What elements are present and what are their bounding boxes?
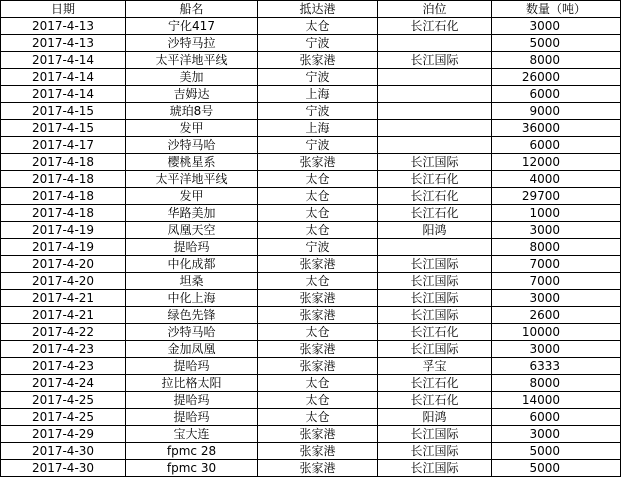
table-row (1, 205, 621, 222)
cell-berth: 长江国际 (378, 307, 492, 324)
cell-date: 2017-4-20 (1, 273, 126, 290)
cell-arrival-port: 张家港 (258, 443, 378, 460)
table-row (1, 460, 621, 477)
cell-quantity: 36000 (492, 120, 621, 137)
table-row (1, 409, 621, 426)
cell-berth: 长江国际 (378, 256, 492, 273)
cell-ship-name: 提哈玛 (126, 409, 258, 426)
cell-berth: 阳鸿 (378, 409, 492, 426)
cell-arrival-port: 宁波 (258, 137, 378, 154)
cell-ship-name: 樱桃星系 (126, 154, 258, 171)
table-row (1, 239, 621, 256)
cell-ship-name: 绿色先锋 (126, 307, 258, 324)
cell-ship-name: 沙特马哈 (126, 324, 258, 341)
table-row (1, 426, 621, 443)
cell-arrival-port: 宁波 (258, 239, 378, 256)
cell-arrival-port: 张家港 (258, 307, 378, 324)
cell-arrival-port: 张家港 (258, 426, 378, 443)
cell-ship-name: fpmc 30 (126, 460, 258, 477)
cell-ship-name: 提哈玛 (126, 392, 258, 409)
cell-arrival-port: 太仓 (258, 273, 378, 290)
cell-date: 2017-4-15 (1, 120, 126, 137)
cell-date: 2017-4-25 (1, 392, 126, 409)
table-row (1, 154, 621, 171)
table-row (1, 375, 621, 392)
cell-arrival-port: 太仓 (258, 324, 378, 341)
cell-ship-name: 金加凤凰 (126, 341, 258, 358)
cell-date: 2017-4-15 (1, 103, 126, 120)
cell-ship-name: 发甲 (126, 120, 258, 137)
cell-berth: 长江石化 (378, 324, 492, 341)
table-row (1, 35, 621, 52)
cell-berth: 孚宝 (378, 358, 492, 375)
cell-berth: 长江国际 (378, 154, 492, 171)
cell-quantity: 6000 (492, 409, 621, 426)
table-row (1, 290, 621, 307)
cell-arrival-port: 上海 (258, 86, 378, 103)
cell-date: 2017-4-23 (1, 341, 126, 358)
cell-ship-name: 沙特马拉 (126, 35, 258, 52)
cell-date: 2017-4-17 (1, 137, 126, 154)
cell-quantity: 8000 (492, 239, 621, 256)
cell-arrival-port: 张家港 (258, 256, 378, 273)
cell-arrival-port: 上海 (258, 120, 378, 137)
header-ship-name: 船名 (126, 1, 258, 18)
cell-quantity: 4000 (492, 171, 621, 188)
cell-arrival-port: 太仓 (258, 409, 378, 426)
cell-quantity: 3000 (492, 341, 621, 358)
cell-quantity: 26000 (492, 69, 621, 86)
cell-date: 2017-4-13 (1, 18, 126, 35)
cell-berth: 长江国际 (378, 52, 492, 69)
cell-date: 2017-4-21 (1, 307, 126, 324)
cell-date: 2017-4-18 (1, 171, 126, 188)
table-row (1, 392, 621, 409)
header-row (1, 1, 621, 18)
header-date: 日期 (1, 1, 126, 18)
cell-berth: 长江石化 (378, 171, 492, 188)
cell-berth: 长江国际 (378, 443, 492, 460)
cell-ship-name: 吉姆达 (126, 86, 258, 103)
cell-quantity: 12000 (492, 154, 621, 171)
cell-quantity: 1000 (492, 205, 621, 222)
cell-quantity: 8000 (492, 375, 621, 392)
table-row (1, 443, 621, 460)
cell-date: 2017-4-20 (1, 256, 126, 273)
table-row (1, 307, 621, 324)
cell-date: 2017-4-18 (1, 205, 126, 222)
table-row (1, 358, 621, 375)
cell-date: 2017-4-19 (1, 239, 126, 256)
table-row (1, 120, 621, 137)
cell-berth (378, 35, 492, 52)
cell-ship-name: 沙特马哈 (126, 137, 258, 154)
cell-berth (378, 86, 492, 103)
cell-ship-name: 凤凰天空 (126, 222, 258, 239)
cell-arrival-port: 太仓 (258, 222, 378, 239)
cell-ship-name: 太平洋地平线 (126, 171, 258, 188)
cell-quantity: 10000 (492, 324, 621, 341)
cell-berth: 长江国际 (378, 290, 492, 307)
table-row (1, 188, 621, 205)
cell-quantity: 7000 (492, 273, 621, 290)
cell-ship-name: fpmc 28 (126, 443, 258, 460)
cell-ship-name: 提哈玛 (126, 239, 258, 256)
cell-quantity: 6000 (492, 137, 621, 154)
cell-date: 2017-4-30 (1, 460, 126, 477)
cell-quantity: 5000 (492, 443, 621, 460)
cell-ship-name: 中化上海 (126, 290, 258, 307)
cell-arrival-port: 太仓 (258, 188, 378, 205)
cell-berth: 长江国际 (378, 273, 492, 290)
cell-arrival-port: 张家港 (258, 52, 378, 69)
table-row (1, 137, 621, 154)
cell-date: 2017-4-14 (1, 86, 126, 103)
table-row (1, 86, 621, 103)
cell-arrival-port: 张家港 (258, 341, 378, 358)
cell-quantity: 5000 (492, 460, 621, 477)
header-arrival-port: 抵达港 (258, 1, 378, 18)
cell-ship-name: 宝大连 (126, 426, 258, 443)
cell-arrival-port: 张家港 (258, 290, 378, 307)
table-row (1, 18, 621, 35)
cell-ship-name: 太平洋地平线 (126, 52, 258, 69)
cell-arrival-port: 太仓 (258, 18, 378, 35)
cell-berth (378, 239, 492, 256)
table-row (1, 273, 621, 290)
cell-date: 2017-4-19 (1, 222, 126, 239)
cell-arrival-port: 太仓 (258, 375, 378, 392)
cell-berth: 长江石化 (378, 188, 492, 205)
cell-berth: 长江石化 (378, 205, 492, 222)
cell-arrival-port: 宁波 (258, 69, 378, 86)
cell-ship-name: 提哈玛 (126, 358, 258, 375)
cell-quantity: 29700 (492, 188, 621, 205)
cell-date: 2017-4-14 (1, 52, 126, 69)
cell-arrival-port: 宁波 (258, 103, 378, 120)
cell-berth (378, 103, 492, 120)
cell-berth: 阳鸿 (378, 222, 492, 239)
cell-date: 2017-4-14 (1, 69, 126, 86)
cell-quantity: 6000 (492, 86, 621, 103)
table-row (1, 52, 621, 69)
cell-berth: 长江国际 (378, 460, 492, 477)
header-berth: 泊位 (378, 1, 492, 18)
table-row (1, 341, 621, 358)
cell-berth: 长江石化 (378, 392, 492, 409)
cell-quantity: 6333 (492, 358, 621, 375)
cell-date: 2017-4-13 (1, 35, 126, 52)
cell-quantity: 5000 (492, 35, 621, 52)
cell-date: 2017-4-25 (1, 409, 126, 426)
cell-date: 2017-4-21 (1, 290, 126, 307)
cell-quantity: 3000 (492, 290, 621, 307)
cell-quantity: 14000 (492, 392, 621, 409)
cell-berth: 长江石化 (378, 18, 492, 35)
cell-ship-name: 发甲 (126, 188, 258, 205)
cell-arrival-port: 张家港 (258, 154, 378, 171)
table-row (1, 222, 621, 239)
cell-arrival-port: 张家港 (258, 358, 378, 375)
cell-date: 2017-4-18 (1, 188, 126, 205)
table-body (1, 18, 621, 477)
cell-arrival-port: 太仓 (258, 171, 378, 188)
cell-quantity: 3000 (492, 18, 621, 35)
cell-berth (378, 137, 492, 154)
cell-date: 2017-4-24 (1, 375, 126, 392)
cell-berth (378, 120, 492, 137)
table-row (1, 171, 621, 188)
cell-arrival-port: 张家港 (258, 460, 378, 477)
cell-arrival-port: 太仓 (258, 205, 378, 222)
cell-ship-name: 中化成都 (126, 256, 258, 273)
cell-arrival-port: 太仓 (258, 392, 378, 409)
cell-quantity: 2600 (492, 307, 621, 324)
cell-ship-name: 坦桑 (126, 273, 258, 290)
table-row (1, 256, 621, 273)
cell-ship-name: 华路美加 (126, 205, 258, 222)
cell-ship-name: 美加 (126, 69, 258, 86)
cell-quantity: 3000 (492, 222, 621, 239)
cell-quantity: 3000 (492, 426, 621, 443)
cell-quantity: 9000 (492, 103, 621, 120)
cell-quantity: 7000 (492, 256, 621, 273)
cell-date: 2017-4-23 (1, 358, 126, 375)
cell-date: 2017-4-30 (1, 443, 126, 460)
cell-quantity: 8000 (492, 52, 621, 69)
cell-ship-name: 琥珀8号 (126, 103, 258, 120)
cell-ship-name: 宁化417 (126, 18, 258, 35)
header-quantity: 数量（吨） (492, 1, 621, 18)
cell-berth: 长江国际 (378, 426, 492, 443)
cell-berth (378, 69, 492, 86)
cell-berth: 长江国际 (378, 341, 492, 358)
cell-date: 2017-4-22 (1, 324, 126, 341)
table-row (1, 103, 621, 120)
table-row (1, 69, 621, 86)
cell-date: 2017-4-29 (1, 426, 126, 443)
cell-date: 2017-4-18 (1, 154, 126, 171)
cell-arrival-port: 宁波 (258, 35, 378, 52)
cell-berth: 长江石化 (378, 375, 492, 392)
cell-ship-name: 拉比格太阳 (126, 375, 258, 392)
table-row (1, 324, 621, 341)
